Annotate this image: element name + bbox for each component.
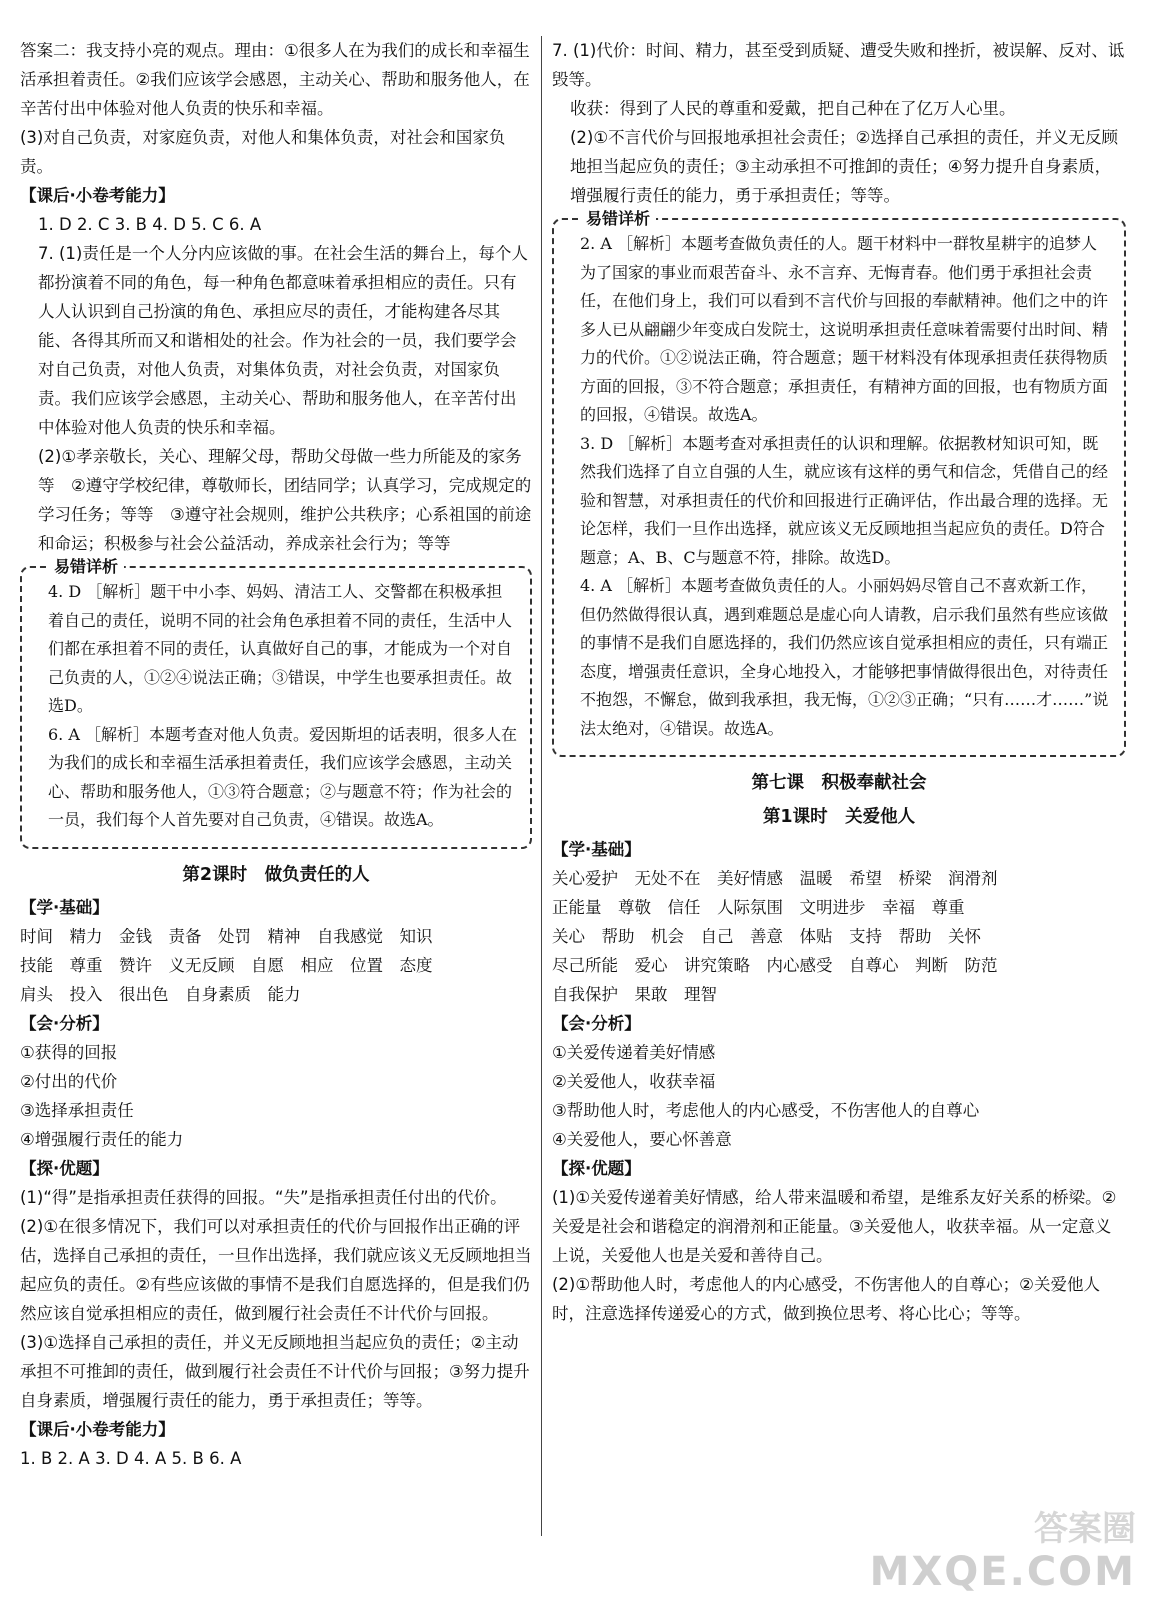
answer-two-paragraph: 答案二：我支持小亮的观点。理由：①很多人在为我们的成长和幸福生活承担着责任。②我们应该学会感恩，主动关心、帮助和服务他人，在辛苦付出中体验对他人负责的快乐和幸福。 bbox=[20, 41, 530, 118]
learn-answers-line: 关心爱护 无处不在 美好情感 温暖 希望 桥梁 润滑剂 bbox=[552, 869, 998, 888]
analysis-item-2: 2. A ［解析］本题考查做负责任的人。题干材料中一群牧星耕宇的追梦人为了国家的事业而艰苦奋斗、永不言弃、无悔青春。他们勇于承担社会责任，在他们身上，我们可以看到不言代价与回报的奉献精神。他们之中的许多人已从翩翩少年变成白发院士，这说明承担责任意味着需要付出时间、精力的代价。①②说法正确，符合题意；题干材料没有体现承担责任获得物质方面的回报，③不符合题意；承担责任，有精神方面的回报，也有物质方面的回报，④错误。故选A。 bbox=[580, 234, 1109, 424]
analysis-item-6: 6. A ［解析］本题考查对他人负责。爱因斯坦的话表明，很多人在为我们的成长和幸福生活承担着责任，我们应该学会感恩，主动关心、帮助和服务他人，①③符合题意；②与题意不符；作为社会的一员，我们每个人首先要对自己负责，④错误。故选A。 bbox=[48, 724, 517, 829]
learn-answers-line: 肩头 投入 很出色 自身素质 能力 bbox=[20, 984, 301, 1004]
watermark-url: MXQE.COM bbox=[869, 1549, 1136, 1595]
error-analysis-title: 易错详析 bbox=[48, 555, 124, 579]
section-heading-explore: 【探·优题】 bbox=[20, 1158, 109, 1178]
analyze-item: ④增强履行责任的能力 bbox=[20, 1129, 184, 1149]
analysis-item-3: 3. D ［解析］本题考查对承担责任的认识和理解。依据教材知识可知，既然我们选择了自立自强的人生，就应该有这样的勇气和信念，凭借自己的经验和智慧，对承担责任的代价和回报进行正确评估，作出最合理的选择。无论怎样，我们一旦作出选择，就应该义无反顾地担当起应负的责任。D符合题意；A、B、C与题意不符，排除。故选D。 bbox=[580, 433, 1109, 567]
analysis-item-4: 4. A ［解析］本题考查做负责任的人。小丽妈妈尽管自己不喜欢新工作，但仍然做得很认真，遇到难题总是虚心向人请教，启示我们虽然有些应该做的事情不是我们自愿选择的，我们仍然应该自觉承担相应的责任，只有端正态度，增强责任意识，全身心地投入，才能够把事情做得很出色，对待责任不抱怨，不懈怠，做到我承担，我无悔，①②③正确；“只有……才……”说法太绝对，④错误。故选A。 bbox=[580, 576, 1109, 738]
section-heading-explore: 【探·优题】 bbox=[552, 1159, 641, 1178]
error-analysis-box bbox=[20, 557, 532, 849]
chapter-title: 第七课 积极奉献社会 bbox=[751, 773, 927, 793]
error-analysis-box bbox=[552, 209, 1126, 757]
analyze-item: ③选择承担责任 bbox=[20, 1100, 134, 1120]
learn-answers-line: 技能 尊重 赞许 义无反顾 自愿 相应 位置 态度 bbox=[20, 955, 433, 975]
analysis-item-4: 4. D ［解析］题干中小李、妈妈、清洁工人、交警都在积极承担着自己的责任，说明不同的社会角色承担着不同的责任，生活中人们都在承担着不同的责任，认真做好自己的事，才能成为一个对自己负责的人，①②④说法正确；③错误，中学生也要承担责任。故选D。 bbox=[48, 582, 513, 715]
lesson-title: 第2课时 做负责任的人 bbox=[182, 864, 370, 885]
right-column bbox=[552, 36, 1126, 1328]
column-divider bbox=[541, 36, 542, 1536]
answer-3-paragraph: (3)对自己负责，对家庭负责，对他人和集体负责，对社会和国家负责。 bbox=[20, 128, 506, 176]
learn-answers-line: 尽己所能 爱心 讲究策略 内心感受 自尊心 判断 防范 bbox=[552, 956, 998, 975]
explore-answer-1: (1)“得”是指承担责任获得的回报。“失”是指承担责任付出的代价。 bbox=[20, 1187, 507, 1207]
section-heading-analyze: 【会·分析】 bbox=[552, 1014, 641, 1033]
section-heading-learn: 【学·基础】 bbox=[20, 897, 109, 917]
question-7-cost: 7. (1)代价：时间、精力，甚至受到质疑、遭受失败和挫折，被误解、反对、诋毁等。 bbox=[552, 41, 1125, 89]
learn-answers-line: 正能量 尊敬 信任 人际氛围 文明进步 幸福 尊重 bbox=[552, 898, 965, 917]
analyze-item: ③帮助他人时，考虑他人的内心感受，不伤害他人的自尊心 bbox=[552, 1101, 980, 1120]
explore-answer-2: (2)①帮助他人时，考虑他人的内心感受，不伤害他人的自尊心；②关爱他人时，注意选择传递爱心的方式，做到换位思考、将心比心；等等。 bbox=[552, 1275, 1100, 1323]
analyze-item: ①关爱传递着美好情感 bbox=[552, 1043, 716, 1062]
answer-key-line: 1. D 2. C 3. B 4. D 5. C 6. A bbox=[38, 215, 262, 234]
learn-answers-line: 关心 帮助 机会 自己 善意 体贴 支持 帮助 关怀 bbox=[552, 927, 981, 946]
learn-answers-line: 自我保护 果敢 理智 bbox=[552, 985, 717, 1004]
question-7-part-1: 7. (1)责任是一个人分内应该做的事。在社会生活的舞台上，每个人都扮演着不同的角色，每一种角色都意味着承担相应的责任。只有人人认识到自己扮演的角色、承担应尽的责任，才能构建各尽其能、各得其所而又和谐相处的社会。作为社会的一员，我们要学会对自己负责，对他人负责，对集体负责，对社会负责，对国家负责。我们应该学会感恩，主动关心、帮助和服务他人，在辛苦付出中体验对他人负责的快乐和幸福。 bbox=[38, 244, 528, 437]
question-7-gain: 收获：得到了人民的尊重和爱戴，把自己种在了亿万人心里。 bbox=[570, 99, 1016, 118]
watermark-logo: 答案圈 bbox=[1034, 1509, 1136, 1549]
analyze-item: ②关爱他人，收获幸福 bbox=[552, 1072, 716, 1091]
analyze-item: ①获得的回报 bbox=[20, 1042, 118, 1062]
lesson-title: 第1课时 关爱他人 bbox=[762, 807, 916, 827]
section-heading-analyze: 【会·分析】 bbox=[20, 1013, 109, 1033]
explore-answer-1: (1)①关爱传递着美好情感，给人带来温暖和希望，是维系友好关系的桥梁。②关爱是社会和谐稳定的润滑剂和正能量。③关爱他人，收获幸福。从一定意义上说，关爱他人也是关爱和善待自己。 bbox=[552, 1188, 1117, 1265]
analyze-item: ②付出的代价 bbox=[20, 1071, 118, 1091]
explore-answer-3: (3)①选择自己承担的责任，并义无反顾地担当起应负的责任；②主动承担不可推卸的责任，做到履行社会责任不计代价与回报；③努力提升自身素质，增强履行责任的能力，勇于承担责任；等等。 bbox=[20, 1332, 530, 1410]
answer-key-line: 1. B 2. A 3. D 4. A 5. B 6. A bbox=[20, 1448, 242, 1468]
learn-answers-line: 时间 精力 金钱 责备 处罚 精神 自我感觉 知识 bbox=[20, 926, 433, 946]
error-analysis-title: 易错详析 bbox=[580, 207, 656, 231]
section-heading-after-class: 【课后·小卷考能力】 bbox=[20, 186, 175, 205]
question-7-part-2: (2)①不言代价与回报地承担社会责任；②选择自己承担的责任，并义无反顾地担当起应负的责任；③主动承担不可推卸的责任；④努力提升自身素质，增强履行责任的能力，勇于承担责任；等等。 bbox=[570, 128, 1118, 205]
explore-answer-2: (2)①在很多情况下，我们可以对承担责任的代价与回报作出正确的评估，选择自己承担的责任，一旦作出选择，我们就应该义无反顾地担当起应负的责任。②有些应该做的事情不是我们自愿选择的，但是我们仍然应该自觉承担相应的责任，做到履行社会责任不计代价与回报。 bbox=[20, 1216, 532, 1323]
question-7-part-2: (2)①孝亲敬长，关心、理解父母，帮助父母做一些力所能及的家务等 ②遵守学校纪律，尊敬师长，团结同学；认真学习，完成规定的学习任务；等等 ③遵守社会规则，维护公共秩序；心系祖国的前途和命运；积极参与社会公益活动，养成亲社会行为；等等 bbox=[38, 447, 532, 553]
left-column bbox=[20, 36, 532, 1473]
section-heading-after-class: 【课后·小卷考能力】 bbox=[20, 1419, 175, 1439]
section-heading-learn: 【学·基础】 bbox=[552, 840, 641, 859]
analyze-item: ④关爱他人，要心怀善意 bbox=[552, 1130, 732, 1149]
